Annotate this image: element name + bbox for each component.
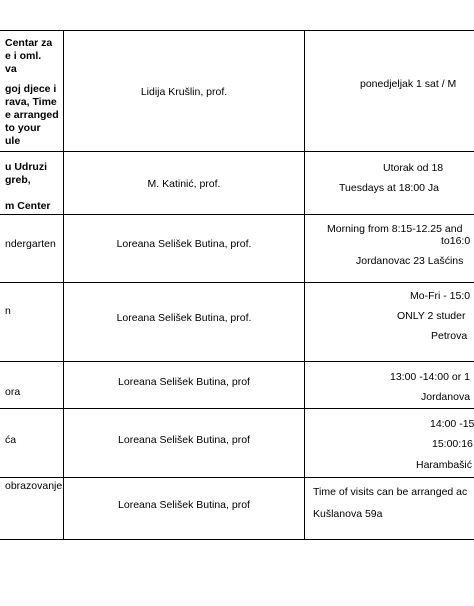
left-cell-text: goj djece i bbox=[5, 83, 57, 95]
schedule-text: 15:00:16 bbox=[432, 438, 473, 450]
left-cell-text: ora bbox=[5, 386, 21, 398]
table-rule bbox=[0, 361, 474, 362]
schedule-text: Tuesdays at 18:00 Ja bbox=[339, 182, 440, 194]
teacher-name: M. Katinić, prof. bbox=[147, 178, 221, 190]
teacher-name: Loreana Selišek Butina, prof bbox=[118, 499, 250, 511]
schedule-text: Jordanovac 23 Lašćins bbox=[356, 255, 464, 267]
table-rule bbox=[0, 477, 474, 478]
table-rule bbox=[0, 30, 474, 31]
schedule-text: to16:0 bbox=[441, 235, 471, 247]
teacher-name: Lidija Krušlin, prof. bbox=[140, 86, 228, 98]
left-cell-text: Centar za bbox=[5, 37, 53, 49]
schedule-text: Mo-Fri - 15:0 bbox=[410, 290, 471, 302]
table-rule bbox=[0, 539, 474, 540]
schedule-text: Jordanova bbox=[421, 391, 471, 403]
column-rule bbox=[304, 30, 305, 540]
left-cell-text: va bbox=[5, 63, 17, 75]
schedule-text: 13:00 -14:00 or 1 bbox=[390, 371, 470, 383]
schedule-text: Petrova bbox=[431, 330, 468, 342]
teacher-name: Loreana Selišek Butina, prof bbox=[118, 434, 250, 446]
left-cell-text: obrazovanje bbox=[5, 480, 63, 492]
teacher-name: Loreana Selišek Butina, prof. bbox=[116, 238, 252, 250]
left-cell-text: greb, bbox=[5, 174, 31, 186]
teacher-name: Loreana Selišek Butina, prof bbox=[118, 376, 250, 388]
left-cell-text: rava, Time bbox=[5, 96, 57, 108]
teacher-name: Loreana Selišek Butina, prof. bbox=[116, 312, 252, 324]
left-cell-text: ule bbox=[5, 135, 21, 147]
schedule-text: ponedjeljak 1 sat / M bbox=[360, 78, 457, 90]
left-cell-text: ndergarten bbox=[5, 238, 56, 250]
left-cell-text: n bbox=[5, 305, 11, 317]
schedule-text: Harambašić bbox=[416, 459, 473, 471]
table-rule bbox=[0, 282, 474, 283]
schedule-text: Morning from 8:15-12.25 and bbox=[327, 223, 463, 235]
table-rule bbox=[0, 151, 474, 152]
schedule-text: Time of visits can be arranged ac bbox=[313, 486, 468, 498]
left-cell-text: m Center bbox=[5, 200, 51, 212]
table-rule bbox=[0, 408, 474, 409]
schedule-text: 14:00 -15 bbox=[430, 418, 474, 430]
left-cell-text: to your bbox=[5, 122, 41, 134]
schedule-text: Utorak od 18 bbox=[383, 162, 444, 174]
left-cell-text: e arranged bbox=[5, 109, 59, 121]
left-cell-text: ća bbox=[5, 434, 17, 446]
schedule-text: ONLY 2 studer bbox=[397, 310, 466, 322]
left-cell-text: u Udruzi bbox=[5, 161, 47, 173]
table-rule bbox=[0, 214, 474, 215]
column-rule bbox=[63, 30, 64, 540]
left-cell-text: e i oml. bbox=[5, 50, 42, 62]
schedule-text: Kušlanova 59a bbox=[313, 508, 383, 520]
